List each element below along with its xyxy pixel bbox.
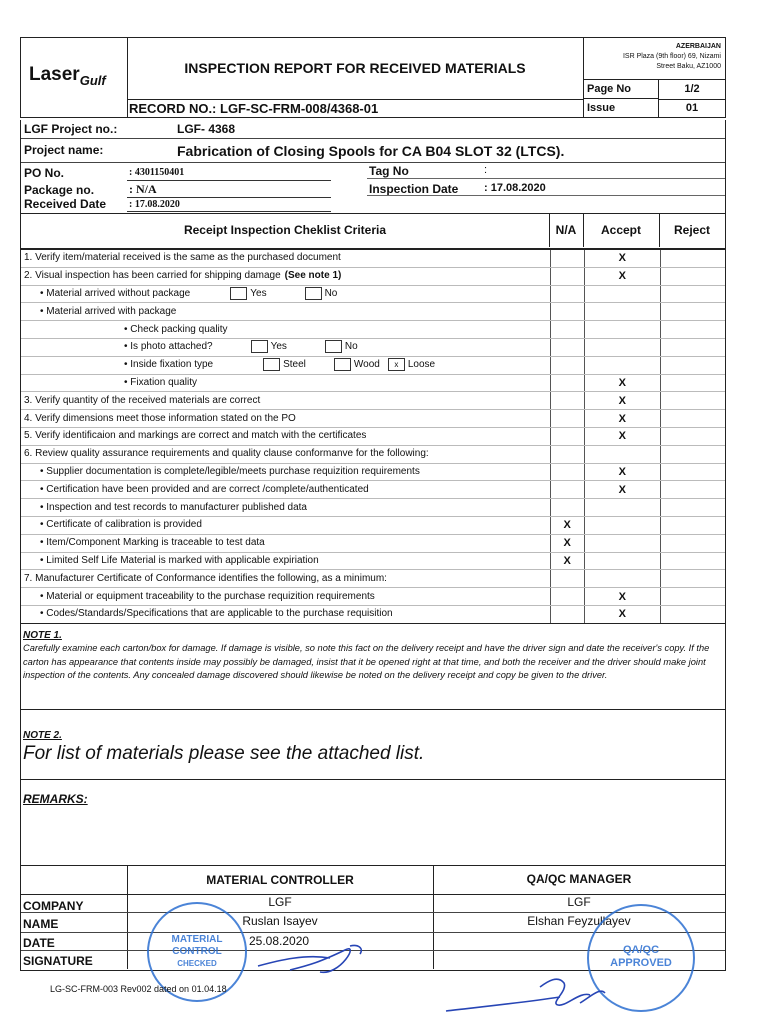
na-cell [550, 463, 584, 481]
criteria-text-cell [21, 552, 550, 570]
option-checkbox[interactable] [251, 340, 268, 353]
criteria-text: • Inspection and test records to manufacturer published data [40, 501, 307, 513]
criteria-text-cell [21, 588, 550, 606]
criteria-table [20, 249, 726, 624]
reject-cell [660, 374, 726, 392]
na-cell [550, 588, 584, 606]
criteria-row [21, 427, 726, 445]
remarks-title: REMARKS: [23, 792, 88, 806]
note-2-title: NOTE 2. [23, 730, 62, 741]
accept-cell [584, 534, 660, 552]
form-reference: LG-SC-FRM-003 Rev002 dated on 01.04.18 [50, 984, 227, 994]
criteria-text: • Certificate of calibration is provided [40, 519, 202, 531]
row-date-label: DATE [23, 936, 55, 950]
criteria-row [21, 303, 726, 321]
criteria-row [21, 267, 726, 285]
note-1-block [20, 624, 726, 710]
accept-cell [584, 338, 660, 356]
criteria-text-cell [21, 250, 550, 267]
option-checkbox[interactable] [263, 358, 280, 371]
na-cell [550, 321, 584, 339]
project-no-value: LGF- 4368 [177, 122, 236, 136]
tag-no-label: Tag No [369, 164, 409, 178]
criteria-text-cell [21, 445, 550, 463]
criteria-text: 4. Verify dimensions meet those information stated on the PO [24, 412, 296, 424]
criteria-text: • Codes/Standards/Specifications that are applicable to the purchase requisition [40, 608, 393, 620]
reject-cell [660, 303, 726, 321]
criteria-text: 1. Verify item/material received is the same as the purchased document [24, 252, 341, 264]
address-line-2: Street Baku, AZ1000 [656, 63, 721, 70]
criteria-text-cell [21, 570, 550, 588]
accept-cell: X [584, 427, 660, 445]
criteria-text-cell [21, 499, 550, 517]
project-info [20, 120, 726, 249]
option-checkbox[interactable] [305, 287, 322, 300]
option-label: No [344, 341, 358, 353]
criteria-text-cell [21, 605, 550, 623]
criteria-text-cell [21, 516, 550, 534]
note-1-title: NOTE 1. [23, 630, 62, 641]
note-2-text: For list of materials please see the attached list. [23, 743, 425, 764]
criteria-text: • Certification have been provided and are correct /complete/authenticated [40, 483, 369, 495]
accept-cell [584, 445, 660, 463]
criteria-text: • Material arrived without package [40, 287, 191, 299]
reject-cell [660, 534, 726, 552]
criteria-text-cell [21, 338, 550, 356]
criteria-text: 5. Verify identificaion and markings are correct and match with the certificates [24, 430, 367, 442]
accept-cell: X [584, 374, 660, 392]
option-checkbox[interactable]: x [388, 358, 405, 371]
na-cell [550, 445, 584, 463]
option-label: Loose [407, 359, 436, 371]
reject-cell [660, 499, 726, 517]
po-value: : 4301150401 [129, 167, 185, 178]
criteria-row [21, 374, 726, 392]
accept-cell: X [584, 410, 660, 428]
project-name-label: Project name: [24, 143, 104, 157]
inspection-date-label: Inspection Date [369, 182, 459, 196]
reject-cell [660, 410, 726, 428]
reject-cell [660, 356, 726, 374]
material-controller-header: MATERIAL CONTROLLER [206, 873, 354, 887]
na-cell: X [550, 534, 584, 552]
accept-cell [584, 303, 660, 321]
package-value: : N/A [129, 182, 157, 196]
reject-cell [660, 552, 726, 570]
criteria-text-cell [21, 321, 550, 339]
criteria-text-cell [21, 427, 550, 445]
stamp-1-line-3: CHECKED [177, 959, 217, 968]
mc-company: LGF [268, 895, 292, 909]
logo-sub: Gulf [79, 73, 106, 88]
criteria-text: • Supplier documentation is complete/legible/meets purchase requizition requirements [40, 465, 420, 477]
reject-cell [660, 338, 726, 356]
accept-cell: X [584, 463, 660, 481]
qa-company: LGF [567, 895, 591, 909]
reject-cell [660, 250, 726, 267]
criteria-row [21, 356, 726, 374]
criteria-row [21, 552, 726, 570]
option-checkbox[interactable] [230, 287, 247, 300]
form-title: INSPECTION REPORT FOR RECEIVED MATERIALS [127, 38, 583, 100]
criteria-row [21, 605, 726, 623]
criteria-row [21, 534, 726, 552]
na-cell: X [550, 516, 584, 534]
na-cell [550, 250, 584, 267]
option-label: Yes [270, 341, 287, 353]
mc-name: Ruslan Isayev [242, 914, 318, 928]
criteria-row [21, 516, 726, 534]
na-cell [550, 481, 584, 499]
issue-label: Issue [583, 99, 659, 117]
reject-cell [660, 427, 726, 445]
criteria-text-cell [21, 374, 550, 392]
criteria-text: • Material arrived with package [40, 305, 177, 317]
criteria-text: 6. Review quality assurance requirements and quality clause conformanve for the following: [24, 448, 429, 460]
na-cell [550, 392, 584, 410]
na-cell [550, 285, 584, 303]
criteria-rows [21, 250, 726, 624]
project-name-value: Fabrication of Closing Spools for CA B04 SLOT 32 (LTCS). [177, 143, 565, 159]
na-cell [550, 427, 584, 445]
criteria-row [21, 445, 726, 463]
accept-cell: X [584, 267, 660, 285]
accept-cell [584, 499, 660, 517]
accept-cell [584, 285, 660, 303]
received-date-label: Received Date [24, 197, 107, 211]
criteria-text: • Material or equipment traceability to the purchase requizition requirements [40, 590, 375, 602]
criteria-text: • Is photo attached? [124, 341, 213, 353]
logo [29, 64, 106, 86]
na-cell [550, 410, 584, 428]
qaqc-manager-header: QA/QC MANAGER [526, 872, 632, 886]
option-label: Yes [250, 287, 267, 299]
na-cell [550, 374, 584, 392]
qa-name: Elshan Feyzullayev [527, 914, 631, 928]
criteria-text-cell [21, 356, 550, 374]
note-1-text: Carefully examine each carton/box for damage. If damage is visible, so note this fact on the delivery receipt and have the driver sign and date the receiver's copy. If the carton has appearance that contents inside may possibly be damaged, insist that it be opened right at that time, and both the receiver and the driver should make joint inspection of the contents. Any concealed damage discovered should likewise be noted on the delivery receipt and copy be given to the driver. [23, 643, 710, 680]
logo-cell [21, 38, 128, 117]
note-2-block [20, 710, 726, 780]
accept-cell [584, 321, 660, 339]
criteria-row [21, 463, 726, 481]
po-label: PO No. [24, 166, 65, 180]
reject-cell [660, 570, 726, 588]
criteria-text-cell [21, 481, 550, 499]
na-cell [550, 605, 584, 623]
stamp-1-line-1: MATERIAL [171, 934, 223, 945]
accept-cell: X [584, 481, 660, 499]
na-cell: X [550, 552, 584, 570]
criteria-row [21, 499, 726, 517]
accept-cell: X [584, 588, 660, 606]
row-company-label: COMPANY [23, 899, 84, 913]
accept-cell: X [584, 250, 660, 267]
page-no-label: Page No [583, 80, 659, 99]
reject-cell [660, 285, 726, 303]
criteria-text-cell [21, 410, 550, 428]
reject-cell [660, 588, 726, 606]
criteria-row [21, 338, 726, 356]
na-cell [550, 338, 584, 356]
criteria-row [21, 410, 726, 428]
criteria-row [21, 481, 726, 499]
issue-value: 01 [685, 102, 699, 114]
option-checkbox[interactable] [325, 340, 342, 353]
accept-cell [584, 516, 660, 534]
na-cell [550, 499, 584, 517]
reject-cell [660, 321, 726, 339]
criteria-text: • Check packing quality [124, 323, 228, 335]
header-block [20, 37, 726, 118]
criteria-text: • Item/Component Marking is traceable to test data [40, 537, 265, 549]
inspection-date-value: : 17.08.2020 [484, 182, 546, 194]
page-no-value: 1/2 [659, 80, 725, 100]
na-column-header: N/A [549, 213, 584, 247]
option-label: Steel [283, 359, 306, 371]
option-label: No [324, 287, 338, 299]
reject-cell [660, 605, 726, 623]
criteria-row [21, 392, 726, 410]
criteria-column-header: Receipt Inspection Cheklist Criteria [21, 213, 550, 247]
criteria-text-cell [21, 267, 550, 285]
na-cell [550, 570, 584, 588]
logo-main: Laser [29, 64, 80, 85]
criteria-text: 2. Visual inspection has been carried for shipping damage [24, 270, 281, 282]
address-line-1: ISR Plaza (9th floor) 69, Nizami [622, 53, 721, 60]
mc-signature [250, 932, 370, 982]
criteria-text-cell [21, 534, 550, 552]
criteria-text: • Fixation quality [124, 376, 197, 388]
row-signature-label: SIGNATURE [23, 954, 93, 968]
criteria-row [21, 570, 726, 588]
reject-cell [660, 267, 726, 285]
reject-cell [660, 463, 726, 481]
stamp-2-line-1: QA/QC [622, 944, 660, 956]
reject-column-header: Reject [673, 223, 711, 237]
stamp-1-line-2: CONTROL [172, 946, 222, 957]
criteria-row [21, 250, 726, 267]
accept-cell [584, 552, 660, 570]
criteria-text-cell [21, 285, 550, 303]
criteria-row [21, 588, 726, 606]
na-cell [550, 303, 584, 321]
reject-cell [660, 392, 726, 410]
criteria-row [21, 321, 726, 339]
accept-cell [584, 570, 660, 588]
option-label: Wood [353, 359, 380, 371]
row-name-label: NAME [23, 917, 59, 931]
package-label: Package no. [24, 183, 95, 197]
criteria-text: • Inside fixation type [124, 359, 214, 371]
na-cell [550, 267, 584, 285]
criteria-text: • Limited Self Life Material is marked with applicable expiriation [40, 554, 319, 566]
qa-signature [440, 967, 620, 1022]
criteria-text-cell [21, 303, 550, 321]
received-date-value: : 17.08.2020 [129, 199, 180, 210]
criteria-text: 3. Verify quantity of the received materials are correct [24, 394, 261, 406]
criteria-row [21, 285, 726, 303]
na-cell [550, 356, 584, 374]
criteria-text-cell [21, 392, 550, 410]
reject-cell [660, 516, 726, 534]
accept-column-header: Accept [583, 213, 660, 247]
criteria-note-ref: (See note 1) [284, 270, 342, 282]
address-cell [583, 38, 725, 80]
accept-cell [584, 356, 660, 374]
tag-no-value: : [484, 164, 488, 176]
accept-cell: X [584, 605, 660, 623]
record-number: RECORD NO.: LGF-SC-FRM-008/4368-01 [129, 101, 379, 116]
mc-date: 25.08.2020 [249, 934, 310, 948]
criteria-text-cell [21, 463, 550, 481]
accept-cell: X [584, 392, 660, 410]
address-country: AZERBAIJAN [675, 43, 721, 50]
option-checkbox[interactable] [334, 358, 351, 371]
reject-cell [660, 445, 726, 463]
remarks-block [20, 780, 726, 866]
criteria-text: 7. Manufacturer Certificate of Conformance identifies the following, as a minimum: [24, 572, 387, 584]
project-no-label: LGF Project no.: [24, 122, 118, 136]
reject-cell [660, 481, 726, 499]
stamp-2-line-2: APPROVED [610, 957, 672, 969]
